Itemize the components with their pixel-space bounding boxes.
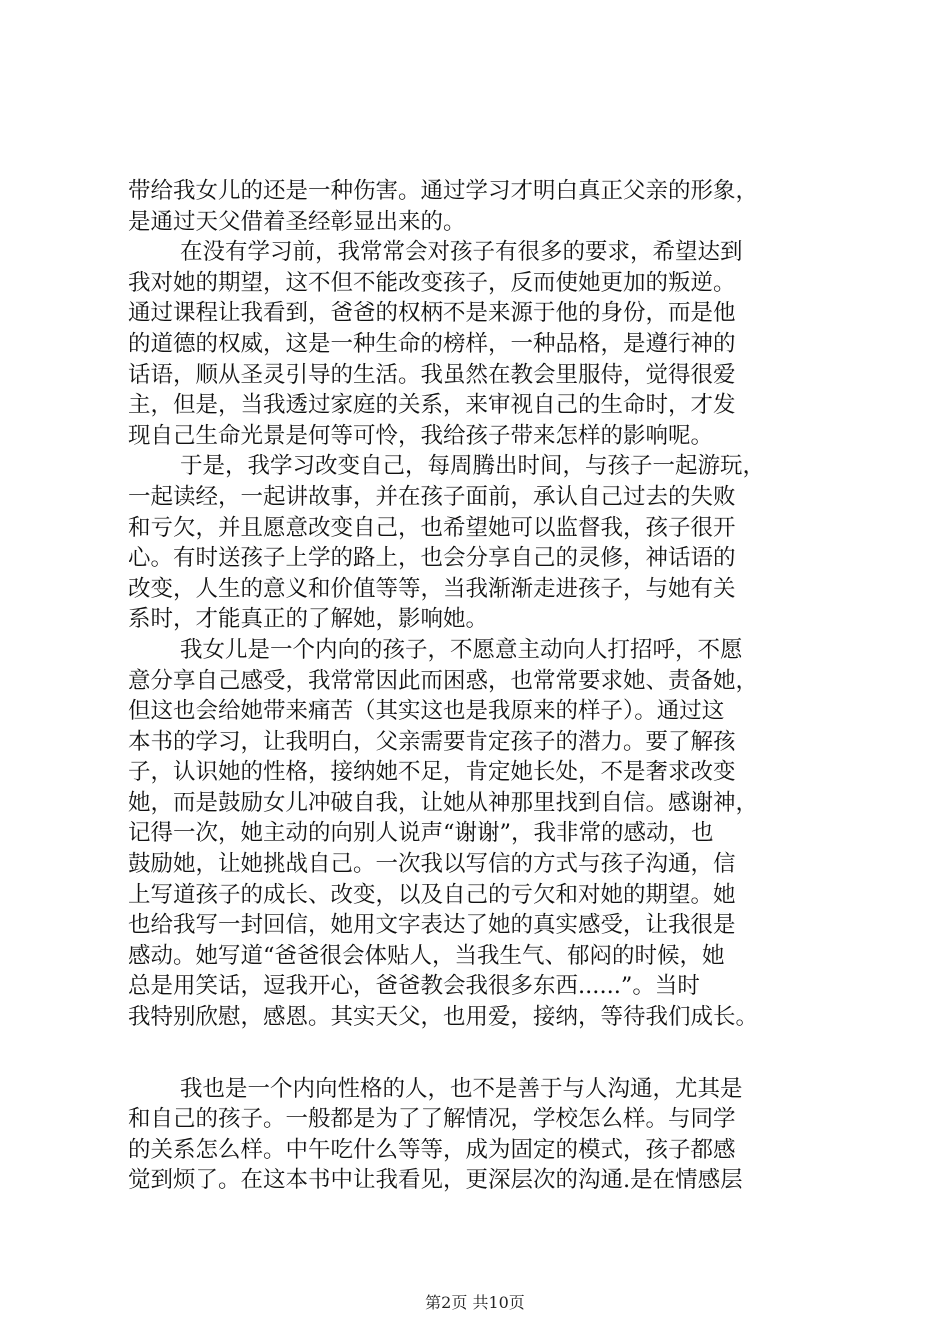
text-line: 意分享自己感受，我常常因此而困惑，也常常要求她、责备她，: [128, 667, 759, 694]
text-line: 系时，才能真正的了解她，影响她。: [128, 606, 489, 633]
text-line: 我也是一个内向性格的人，也不是善于与人沟通，尤其是: [180, 1075, 743, 1102]
text-line: 和自己的孩子。一般都是为了了解情况，学校怎么样。与同学: [128, 1106, 736, 1133]
text-line: 带给我女儿的还是一种伤害。通过学习才明白真正父亲的形象，: [128, 178, 759, 204]
paragraph-gap: [128, 1033, 840, 1074]
text-line: 现自己生命光景是何等可怜，我给孩子带来怎样的影响呢。: [128, 422, 714, 449]
text-line: 是通过天父借着圣经彰显出来的。: [128, 208, 466, 235]
text-line: 子，认识她的性格，接纳她不足，肯定她长处，不是奢求改变: [128, 759, 736, 786]
text-line: 心。有时送孩子上学的路上，也会分享自己的灵修，神话语的: [128, 545, 736, 572]
text-line: 本书的学习，让我明白，父亲需要肯定孩子的潜力。要了解孩: [128, 728, 736, 755]
text-line: 觉到烦了。在这本书中让我看见，更深层次的沟通.是在情感层: [128, 1167, 743, 1194]
text-line: 改变，人生的意义和价值等等，当我渐渐走进孩子，与她有关: [128, 575, 736, 602]
text-line: 于是，我学习改变自己，每周腾出时间，与孩子一起游玩，: [180, 453, 766, 480]
text-line: 在没有学习前，我常常会对孩子有很多的要求，希望达到: [180, 239, 743, 266]
page-number-footer: 第2页 共10页: [425, 1293, 525, 1312]
text-line: 鼓励她，让她挑战自己。一次我以写信的方式与孩子沟通，信: [128, 851, 736, 878]
text-line: 通过课程让我看到，爸爸的权柄不是来源于他的身份，而是他: [128, 300, 736, 327]
text-line: 总是用笑话，逗我开心，爸爸教会我很多东西......”。当时: [128, 973, 700, 1000]
text-line: 她，而是鼓励女儿冲破自我，让她从神那里找到自信。感谢神，: [128, 789, 759, 816]
text-line: 和亏欠，并且愿意改变自己，也希望她可以监督我，孩子很开: [128, 514, 736, 541]
text-line: 的道德的权威，这是一种生命的榜样，一种品格，是遵行神的: [128, 330, 736, 357]
text-line: 话语，顺从圣灵引导的生活。我虽然在教会里服侍，觉得很爱: [128, 361, 736, 388]
document-body: [128, 176, 840, 1196]
text-line: 的关系怎么样。中午吃什么等等，成为固定的模式，孩子都感: [128, 1136, 736, 1163]
text-line: 上写道孩子的成长、改变，以及自己的亏欠和对她的期望。她: [128, 881, 736, 908]
text-line: 记得一次，她主动的向别人说声“谢谢”，我非常的感动，也: [128, 820, 714, 847]
text-line: 我对她的期望，这不但不能改变孩子，反而使她更加的叛逆。: [128, 269, 736, 296]
text-line: 也给我写一封回信，她用文字表达了她的真实感受，让我很是: [128, 912, 736, 939]
text-line: 我特别欣慰，感恩。其实天父，也用爱，接纳，等待我们成长。: [128, 1004, 759, 1031]
text-line: 我女儿是一个内向的孩子，不愿意主动向人打招呼，不愿: [180, 636, 743, 663]
text-line: 主，但是，当我透过家庭的关系，来审视自己的生命时，才发: [128, 392, 736, 419]
text-line: 感动。她写道“爸爸很会体贴人，当我生气、郁闷的时候，她: [128, 942, 725, 969]
text-line: 但这也会给她带来痛苦（其实这也是我原来的样子）。通过这: [128, 698, 725, 725]
text-line: 一起读经，一起讲故事，并在孩子面前，承认自己过去的失败: [128, 483, 736, 510]
